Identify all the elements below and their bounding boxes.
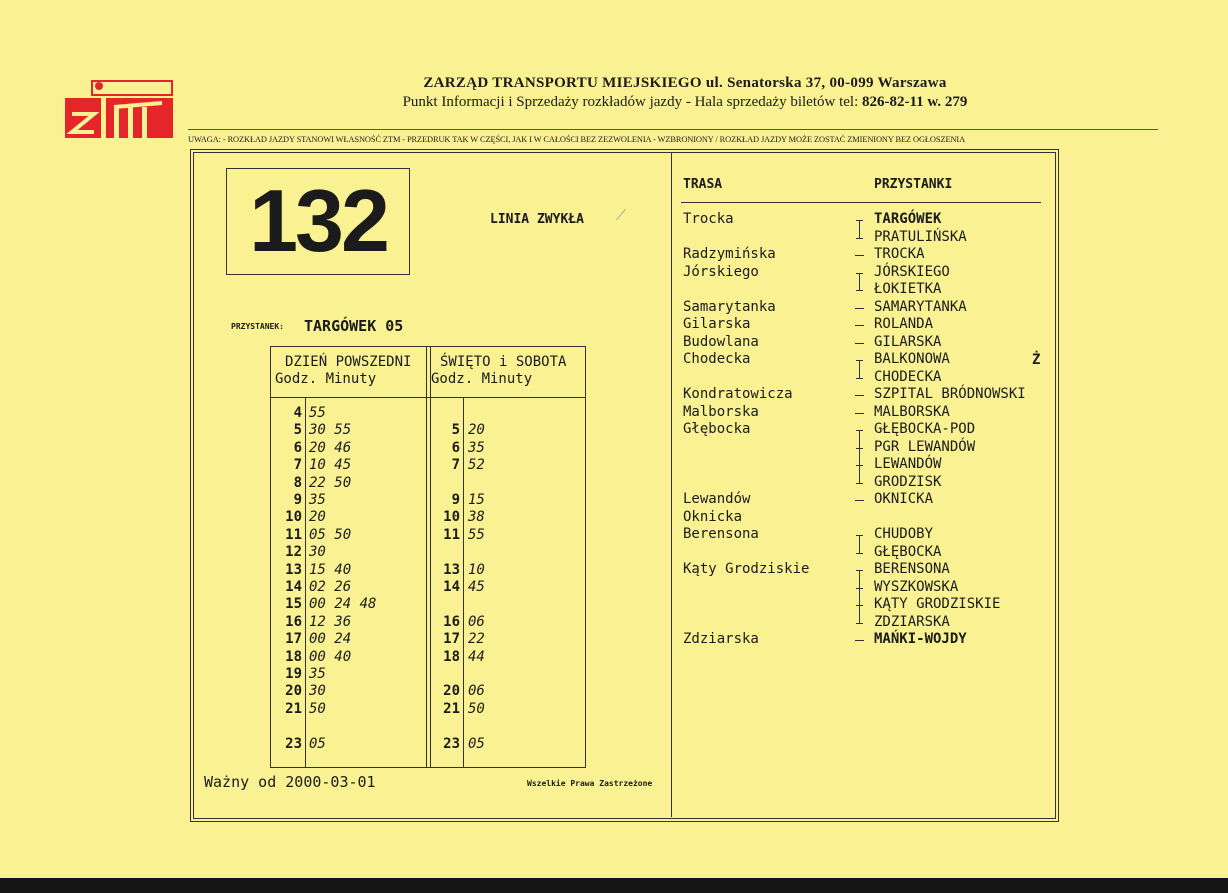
route-bracket-tick xyxy=(856,273,863,274)
route-street: Zdziarska xyxy=(683,631,759,647)
route-street: Lewandów xyxy=(683,491,751,507)
weekday-title: DZIEŃ POWSZEDNI xyxy=(285,354,412,370)
holiday-minutes: 55 xyxy=(468,526,485,543)
ztm-logo xyxy=(62,77,176,141)
holiday-minutes: 45 xyxy=(468,579,485,595)
route-bracket-tick xyxy=(856,588,863,589)
route-street: Gilarska xyxy=(683,316,751,332)
weekday-hour: 12 xyxy=(285,544,302,561)
route-dash xyxy=(855,325,864,326)
table-row xyxy=(271,718,585,735)
weekday-minutes: 30 xyxy=(309,544,326,561)
weekday-minutes: 12 36 xyxy=(309,613,352,630)
holiday-hour: 23 xyxy=(443,735,460,752)
holiday-minutes: 22 xyxy=(468,631,485,648)
weekday-hour: 8 xyxy=(293,474,302,491)
weekday-hour: 10 xyxy=(285,509,302,526)
route-bracket-tick xyxy=(856,570,863,571)
route-street: Głębocka xyxy=(683,421,751,437)
table-row xyxy=(271,562,585,579)
weekday-minutes: 20 46 xyxy=(309,439,352,456)
route-bracket-tick xyxy=(856,483,863,484)
table-row xyxy=(271,596,585,613)
line-number: 132 xyxy=(249,171,387,270)
table-row xyxy=(271,405,585,422)
route-dash xyxy=(855,255,864,256)
table-row xyxy=(271,649,585,666)
route-street: Berensona xyxy=(683,526,759,542)
route-stop: LEWANDÓW xyxy=(874,456,942,472)
weekday-minutes: 30 55 xyxy=(309,422,352,439)
header-info-line xyxy=(190,94,1180,111)
holiday-minutes: 44 xyxy=(468,648,485,665)
holiday-subtitle: Godz. Minuty xyxy=(431,371,533,387)
weekday-minutes: 22 50 xyxy=(309,474,352,491)
route-stop: KĄTY GRODZISKIE xyxy=(874,596,1001,612)
route-stop: CHODECKA xyxy=(874,368,942,385)
route-dash xyxy=(855,343,864,344)
route-bracket-tick xyxy=(856,535,863,536)
route-bracket-tick xyxy=(856,290,863,291)
holiday-hour: 11 xyxy=(443,526,460,543)
weekday-minutes: 15 40 xyxy=(309,561,352,578)
weekday-minutes: 00 24 xyxy=(309,631,352,648)
line-number-box xyxy=(226,168,410,275)
departure-table xyxy=(270,346,586,768)
header-phone: 826-82-11 w. 279 xyxy=(862,94,968,110)
route-street: Kondratowicza xyxy=(683,386,793,402)
rights-notice: Wszelkie Prawa Zastrzeżone xyxy=(527,779,653,788)
route-bracket-tick xyxy=(856,465,863,466)
weekday-minutes: 30 xyxy=(309,683,326,700)
holiday-minutes: 15 xyxy=(468,492,485,508)
holiday-hour: 7 xyxy=(451,457,460,474)
weekday-minutes: 05 50 xyxy=(309,526,352,543)
holiday-minutes: 05 xyxy=(468,735,485,752)
weekday-hour: 4 xyxy=(293,405,302,421)
holiday-minutes: 06 xyxy=(468,613,485,630)
route-bracket xyxy=(859,273,860,291)
request-stop-mark: Ż xyxy=(1032,352,1041,368)
weekday-hour: 7 xyxy=(293,457,302,474)
holiday-title: ŚWIĘTO i SOBOTA xyxy=(440,354,567,370)
route-stop: SZPITAL BRÓDNOWSKI xyxy=(874,386,1026,402)
route-stop: ROLANDA xyxy=(874,316,934,332)
weekday-minutes: 02 26 xyxy=(309,579,352,595)
holiday-hour: 16 xyxy=(443,613,460,630)
weekday-hour: 18 xyxy=(285,648,302,665)
header-rule xyxy=(188,129,1158,130)
route-bracket-tick xyxy=(856,623,863,624)
holiday-minutes: 06 xyxy=(468,683,485,700)
table-row xyxy=(271,666,585,683)
route-street: Jórskiego xyxy=(683,263,759,280)
holiday-minutes: 35 xyxy=(468,439,485,456)
weekday-hour: 21 xyxy=(285,700,302,717)
route-stop: CHUDOBY xyxy=(874,526,934,542)
route-bracket-tick xyxy=(856,360,863,361)
table-row xyxy=(271,683,585,700)
weekday-minutes: 10 45 xyxy=(309,457,352,474)
route-bracket-tick xyxy=(856,220,863,221)
holiday-hour: 14 xyxy=(443,579,460,595)
route-bracket-tick xyxy=(856,378,863,379)
holiday-minutes: 20 xyxy=(468,422,485,439)
route-stop: PRATULIŃSKA xyxy=(874,228,967,245)
header-org-line: ZARZĄD TRANSPORTU MIEJSKIEGO ul. Senatorska 37, 00-099 Warszawa xyxy=(423,75,947,91)
route-dash xyxy=(855,413,864,414)
route-stop: JÓRSKIEGO xyxy=(874,263,950,280)
route-street: Malborska xyxy=(683,403,759,420)
route-stop: GRODZISK xyxy=(874,473,942,490)
weekday-hour: 17 xyxy=(285,631,302,648)
holiday-hour: 9 xyxy=(451,492,460,508)
weekday-minutes: 05 xyxy=(309,735,326,752)
holiday-hour: 20 xyxy=(443,683,460,700)
route-street: Chodecka xyxy=(683,351,751,367)
holiday-hour: 21 xyxy=(443,700,460,717)
route-bracket-tick xyxy=(856,430,863,431)
table-row xyxy=(271,457,585,474)
route-street: Oknicka xyxy=(683,508,743,525)
route-bracket-tick xyxy=(856,238,863,239)
table-row xyxy=(271,509,585,526)
route-street: Kąty Grodziskie xyxy=(683,561,810,577)
table-row xyxy=(271,579,585,596)
weekday-hour: 5 xyxy=(293,422,302,439)
route-streets-header: TRASA xyxy=(683,177,723,192)
table-row xyxy=(271,614,585,631)
route-stop: TARGÓWEK xyxy=(874,211,942,227)
route-bracket-tick xyxy=(856,605,863,606)
weekday-minutes: 50 xyxy=(309,700,326,717)
table-row xyxy=(271,492,585,509)
route-bracket xyxy=(859,220,860,238)
holiday-hour: 5 xyxy=(451,422,460,439)
weekday-hour: 6 xyxy=(293,439,302,456)
weekday-minutes: 55 xyxy=(309,405,326,421)
route-stop: ŁOKIETKA xyxy=(874,281,942,297)
weekday-hour: 20 xyxy=(285,683,302,700)
route-stop: BERENSONA xyxy=(874,561,950,577)
table-row xyxy=(271,736,585,753)
route-stop: GILARSKA xyxy=(874,333,942,350)
weekday-hour: 15 xyxy=(285,596,302,613)
table-row xyxy=(271,422,585,439)
weekday-minutes: 35 xyxy=(309,666,326,682)
route-dash xyxy=(855,308,864,309)
route-bracket xyxy=(859,430,860,483)
route-stop: PGR LEWANDÓW xyxy=(874,438,976,455)
valid-from: Ważny od 2000-03-01 xyxy=(204,773,376,791)
holiday-minutes: 52 xyxy=(468,457,485,474)
weekday-minutes: 20 xyxy=(309,509,326,526)
route-stop: GŁĘBOCKA-POD xyxy=(874,421,976,437)
route-bracket-tick xyxy=(856,448,863,449)
route-street: Samarytanka xyxy=(683,298,776,315)
route-bracket xyxy=(859,570,860,623)
holiday-hour: 13 xyxy=(443,561,460,578)
route-stop: WYSZKOWSKA xyxy=(874,578,959,595)
route-bracket-tick xyxy=(856,553,863,554)
route-stops-header: PRZYSTANKI xyxy=(874,177,953,192)
weekday-minutes: 00 24 48 xyxy=(309,596,377,613)
route-street: Budowlana xyxy=(683,333,759,350)
route-stop: OKNICKA xyxy=(874,491,934,507)
route-stop: MAŃKI-WOJDY xyxy=(874,631,967,647)
route-stop: SAMARYTANKA xyxy=(874,298,967,315)
route-dash xyxy=(855,640,864,641)
scan-edge xyxy=(0,878,1228,893)
holiday-minutes: 10 xyxy=(468,561,485,578)
table-row xyxy=(271,440,585,457)
route-dash xyxy=(855,395,864,396)
table-row xyxy=(271,544,585,561)
route-street: Trocka xyxy=(683,211,734,227)
table-row xyxy=(271,527,585,544)
weekday-hour: 9 xyxy=(293,492,302,508)
holiday-minutes: 38 xyxy=(468,509,485,526)
holiday-hour: 6 xyxy=(451,439,460,456)
weekday-hour: 23 xyxy=(285,735,302,752)
route-dash xyxy=(855,500,864,501)
line-type: LINIA ZWYKŁA xyxy=(490,212,584,227)
panel-divider xyxy=(671,152,672,817)
holiday-hour: 18 xyxy=(443,648,460,665)
holiday-hour: 10 xyxy=(443,509,460,526)
holiday-hour: 17 xyxy=(443,631,460,648)
holiday-minutes: 50 xyxy=(468,700,485,717)
weekday-minutes: 00 40 xyxy=(309,648,352,665)
weekday-hour: 16 xyxy=(285,613,302,630)
table-row xyxy=(271,475,585,492)
weekday-subtitle: Godz. Minuty xyxy=(275,371,377,387)
header-info-text: Punkt Informacji i Sprzedaży rozkładów jazdy - Hala sprzedaży biletów tel: xyxy=(402,94,862,110)
table-row xyxy=(271,701,585,718)
route-stop: GŁĘBOCKA xyxy=(874,543,942,560)
route-header-rule xyxy=(681,202,1041,203)
weekday-minutes: 35 xyxy=(309,492,326,508)
copyright-notice: UWAGA: - ROZKŁAD JAZDY STANOWI WŁASNOŚĆ ZTM - PRZEDRUK TAK W CZĘŚCI, JAK I W CAŁOŚCI BEZ ZEZWOLENIA - WZBRONIONY / ROZKŁAD JAZDY MOŻE ZOSTAĆ ZMIENIONY BEZ OGŁOSZENIA xyxy=(188,135,966,144)
weekday-hour: 14 xyxy=(285,579,302,595)
route-stop: TROCKA xyxy=(874,246,925,262)
stop-label: PRZYSTANEK: xyxy=(231,322,284,331)
table-row xyxy=(271,631,585,648)
route-stop: MALBORSKA xyxy=(874,403,950,420)
weekday-hour: 13 xyxy=(285,561,302,578)
route-stop: BALKONOWA xyxy=(874,351,950,367)
route-stop: ZDZIARSKA xyxy=(874,613,950,630)
weekday-hour: 19 xyxy=(285,666,302,682)
weekday-hour: 11 xyxy=(285,526,302,543)
stop-name: TARGÓWEK 05 xyxy=(304,317,404,335)
route-bracket xyxy=(859,535,860,553)
route-street: Radzymińska xyxy=(683,246,776,262)
table-header-rule xyxy=(271,397,585,398)
route-bracket xyxy=(859,360,860,378)
